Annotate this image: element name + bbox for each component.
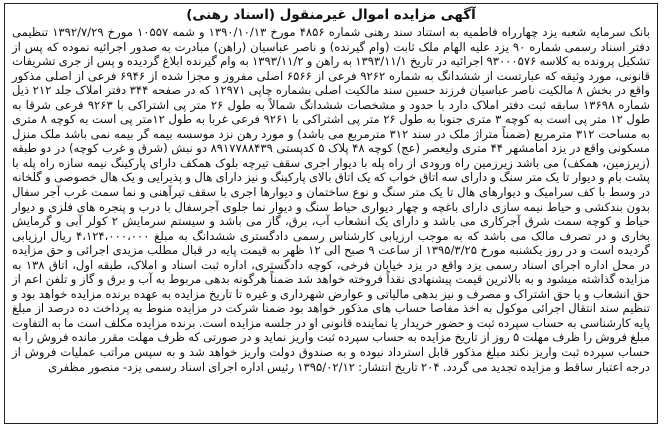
notice-title: آگهی مزایده اموال غیرمنقول (اسناد رهنی) [186, 7, 476, 23]
auction-notice [4, 3, 658, 424]
notice-body: بانک سرمایه شعبه یزد چهارراه فاطمیه به استناد سند رهنی شماره ۴۸۵۶ مورخ ۱۳۹۰/۱۰/۱۳ و شمه ۱۰۵۵۷ مورخ ۱۳۹۲/۷/۲۹ تنظیمی دفتر اسناد رسمی شماره ۹۰ یزد علیه الهام ملک ثابت (وام گیرنده) و ناصر عباسیان (راهن) مبادرت به صدور اجرائیه نموده که پس از تشکیل پرونده به کلاسه ۹۳۰۰۰۵۷۶ اجرائیه در تاریخ ۱۳۹۳/۱۱/۱ به راهن و ۱۳۹۳/۱۱/۲ به وام گیرنده ابلاغ گردیده و پس از جری تشریفات قانونی، مورد وثیقه که عبارتست از ششدانگ به شماره ۹۲۶۲ فرعی از ۶۵۶۶ اصلی مفروز و مجزا شده از ۶۹۴۶ فرعی از اصلی مذکور واقع در بخش ۸ مالکیت ناصر عباسیان فرزند حسین سند مالکیت اصلی بشماره چاپی ۱۲۹۷۱ که در صفحه ۳۴۴ دفتر املاک جلد ۲۱۲ ذیل شماره ۱۳۶۹۸ سابقه ثبت دفتر املاک دارد با حدود و مشخصات ششدانگ شمالاً به طول ۲۶ متر پی اشتراکی با ۹۲۶۳ فرعی شرقا به طول ۱۲ متر پی است به کوچه ۳ متری جنوبا به طول ۲۶ متر پی اشتراکی با ۹۲۶۱ فرعی غربا به طول ۱۲متر پی است به کوچه ۸ متری به مساحت ۳۱۲ مترمربع (ضمناً متراژ ملک در سند ۳۱۲ مترمربع می باشد) و مورد رهن نزد موسسه بیمه گر بیمه نمی باشد ملک منزل مسکونی واقع در یزد امامشهر ۴۴ متری ولیعصر (عج) کوچه ۴۸ پلاک ۵ کدپستی ۸۹۱۷۷۸۸۴۳۹ دو نبش (شرق و غرب کوچه) در دو طبقه (زیرزمین، همکف) می باشد زیرزمین راه ورودی از راه پله با دیوار اجری سقف تیرچه بلوک همکف دارای پارکینگ نیمه سازه راه پله با پشت بام و دیوار تا یک متر سنگ و دارای سه اتاق خواب که یک اتاق بالای پارکینگ و نیز دارای هال و پذیرایی و یک هال خصوصی و گلخانه در وسط با کف سرامیک و دیوارهای هال تا یک متر سنگ و نوع ساختمان و دیوارها اجری با سقف تیرآهنی و نما سمت غرب آجر سفال بدون بندکشی و حیاط نیمه سازی دارای باغچه و چهار دیواری حیاط سنگ و دیوار نما جلوی آجرسفال با درب و پنجره های فلزی و دیوار حیاط و کوچه سمت شرق آجرکاری می باشد و دارای یک انشعاب آب، برق، گاز می باشد و سیستم سرمایش ۲ کولر آبی و گرمایش بخاری و در تصرف مالک می باشد که به موجب ارزیابی کارشناس رسمی دادگستری ششدانگ به مبلغ ۴،۱۲۴،۰۰۰،۰۰۰ ریال ارزیابی گردیده است و در روز یکشنبه مورخ ۱۳۹۵/۳/۲۵ از ساعت ۹ صبح الی ۱۲ ظهر به قیمت پایه در قبال مطلب مزیدی اجرائی و حق مزایده در محل اداره اجرای اسناد رسمی یزد واقع در یزد خیابان فرخی، کوچه دادگستری، اداره ثبت اسناد و املاک، طبقه اول، اتاق ۱۳۸ به مزایده گذاشته میشود و به بالاترین قیمت پیشنهادی نقداً فروخته خواهد شد ضمناً هرگونه بدهی مربوط به آب و برق و گاز و تلفن اعم از حق انشعاب و یا حق اشتراک و مصرف و نیز بدهی مالیاتی و عوارض شهرداری و غیره تا تاریخ مزایده به عهده برنده مزایده خواهد بود و تنظیم سند انتقال اجرائی موکول به اخذ مفاصا حساب های مذکور خواهد بود ضمنا شرکت در مزایده منوط به پرداخت ده درصد از مبلغ پایه کارشناسی به حساب سپرده ثبت و حضور خریدار یا نماینده قانونی او در جلسه مزایده است. برنده مزایده مکلف است ما به التفاوت مبلغ فروش را ظرف مهلت ۵ روز از تاریخ مزایده به حساب سپرده ثبت واریز نماید و در صورتی که ظرف مهلت مقرر مانده فروش را به حساب سپرده ثبت واریز نکند مبلغ مذکور قابل استرداد نبوده و به صندوق دولت واریز خواهد شد و به سپس مراتب عملیات فروش از درجه اعتبار ساقط و مزایده تجدید می گردد. ۲۰۴ تاریخ انتشار: ۱۳۹۵/۰۲/۱۲ رئیس اداره اجرای اسناد رسمی یزد- منصور مظفری [12, 25, 651, 374]
